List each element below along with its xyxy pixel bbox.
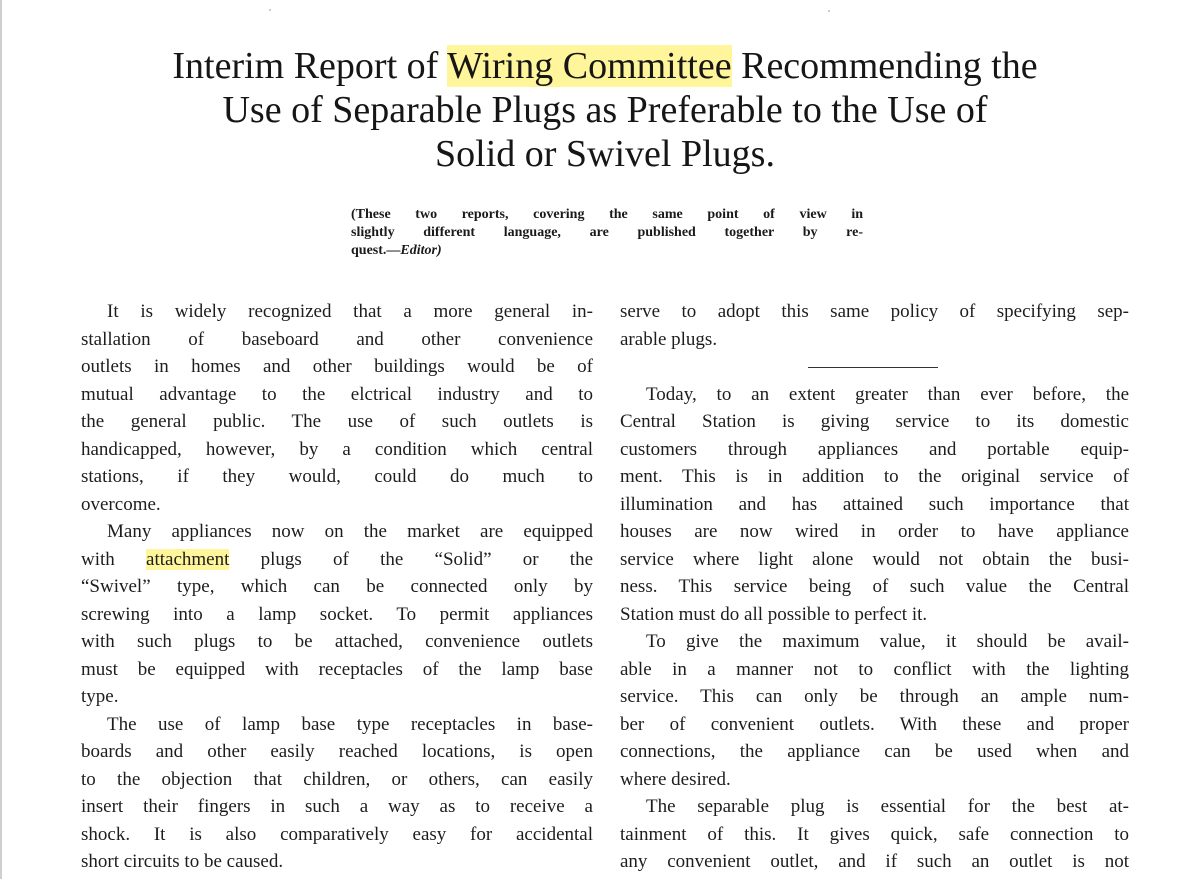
right-column xyxy=(620,298,1129,876)
paragraph-line: “Swivel” type, which can be connected only by xyxy=(81,576,593,597)
paragraph-line: Central Station is giving service to its domestic xyxy=(620,411,1129,432)
paragraph-line: stations, if they would, could do much to xyxy=(81,466,593,487)
paragraph-line: The use of lamp base type receptacles in base- xyxy=(107,713,593,735)
paragraph-line: ber of convenient outlets. With these and proper xyxy=(620,713,1129,735)
paragraph-line: insert their fingers in such a way as to receive a xyxy=(81,796,593,817)
paragraph-line: to the objection that children, or others, can easily xyxy=(81,768,593,790)
paragraph-line: serve to adopt this same policy of specifying sep- xyxy=(620,301,1129,322)
left-column xyxy=(81,298,593,876)
paragraph-line: To give the maximum value, it should be avail- xyxy=(646,631,1129,652)
paragraph-line: screwing into a lamp socket. To permit appliances xyxy=(81,603,593,625)
paragraph-line: mutual advantage to the elctrical industry and to xyxy=(81,383,593,405)
paragraph-text: with xyxy=(81,548,147,570)
scan-speck xyxy=(828,10,830,12)
paragraph-line: the general public. The use of such outlets is xyxy=(81,411,593,432)
paragraph-line: tainment of this. It gives quick, safe connection to xyxy=(620,823,1129,845)
paragraph-line: boards and other easily reached locations, is open xyxy=(81,741,593,762)
document-title xyxy=(40,44,1170,176)
title-line-3: Solid or Swivel Plugs. xyxy=(435,133,775,175)
paragraph-line: customers through appliances and portable equip- xyxy=(620,438,1129,460)
paragraph-line: illumination and has attained such importance that xyxy=(620,493,1129,515)
editor-note-text: quest.— xyxy=(351,243,401,258)
paragraph-line: service where light alone would not obtain the busi- xyxy=(620,548,1129,570)
paragraph-line: type. xyxy=(81,686,119,707)
paragraph-line: must be equipped with receptacles of the lamp base xyxy=(81,658,593,680)
editor-credit: Editor) xyxy=(400,243,442,258)
paragraph-line: connections, the appliance can be used when and xyxy=(620,741,1129,762)
paragraph-line: any convenient outlet, and if such an outlet is not xyxy=(620,851,1129,872)
paragraph-line: able in a manner not to conflict with the lighting xyxy=(620,658,1129,680)
paragraph-line xyxy=(81,546,593,574)
page-left-border xyxy=(0,0,2,879)
paragraph-line: arable plugs. xyxy=(620,328,718,350)
editor-note xyxy=(351,206,863,260)
paragraph-line: ness. This service being of such value the Central xyxy=(620,576,1129,597)
paragraph-line: It is widely recognized that a more general in- xyxy=(107,301,593,322)
paragraph-line: service. This can only be through an ample num- xyxy=(620,686,1129,707)
paragraph-line: Station must do all possible to perfect it. xyxy=(620,603,928,625)
title-line-1 xyxy=(40,44,1170,88)
paragraph-line: shock. It is also comparatively easy for accidental xyxy=(81,823,593,845)
paragraph-line: ment. This is in addition to the original service of xyxy=(620,466,1129,487)
paragraph-line: The separable plug is essential for the best at- xyxy=(646,796,1129,817)
paragraph-line: houses are now wired in order to have appliance xyxy=(620,521,1129,542)
search-highlight: attachment xyxy=(146,548,230,570)
paragraph-line: outlets in homes and other buildings would be of xyxy=(81,356,593,377)
paragraph-line: stallation of baseboard and other convenience xyxy=(81,328,593,350)
title-text: Interim Report of xyxy=(172,45,448,87)
title-line-2: Use of Separable Plugs as Preferable to the Use of xyxy=(222,89,988,131)
section-divider xyxy=(620,353,1129,381)
paragraph-line: overcome. xyxy=(81,493,161,515)
paragraph-line: handicapped, however, by a condition which central xyxy=(81,438,593,460)
paragraph-line: Many appliances now on the market are equipped xyxy=(107,521,593,542)
editor-note-line: (These two reports, covering the same point of view in xyxy=(351,207,863,222)
editor-note-line: slightly different language, are published together by re- xyxy=(351,225,863,240)
paragraph-line: Today, to an extent greater than ever before, the xyxy=(646,383,1129,405)
editor-note-line xyxy=(351,242,863,260)
title-text: Recommending the xyxy=(731,45,1038,87)
paragraph-line: short circuits to be caused. xyxy=(81,851,284,872)
paragraph-line: with such plugs to be attached, convenience outlets xyxy=(81,631,593,652)
paragraph-line: where desired. xyxy=(620,768,731,790)
paragraph-text: plugs of the “Solid” or the xyxy=(229,548,593,570)
search-highlight: Wiring Committee xyxy=(447,45,732,87)
scan-speck xyxy=(269,9,271,11)
